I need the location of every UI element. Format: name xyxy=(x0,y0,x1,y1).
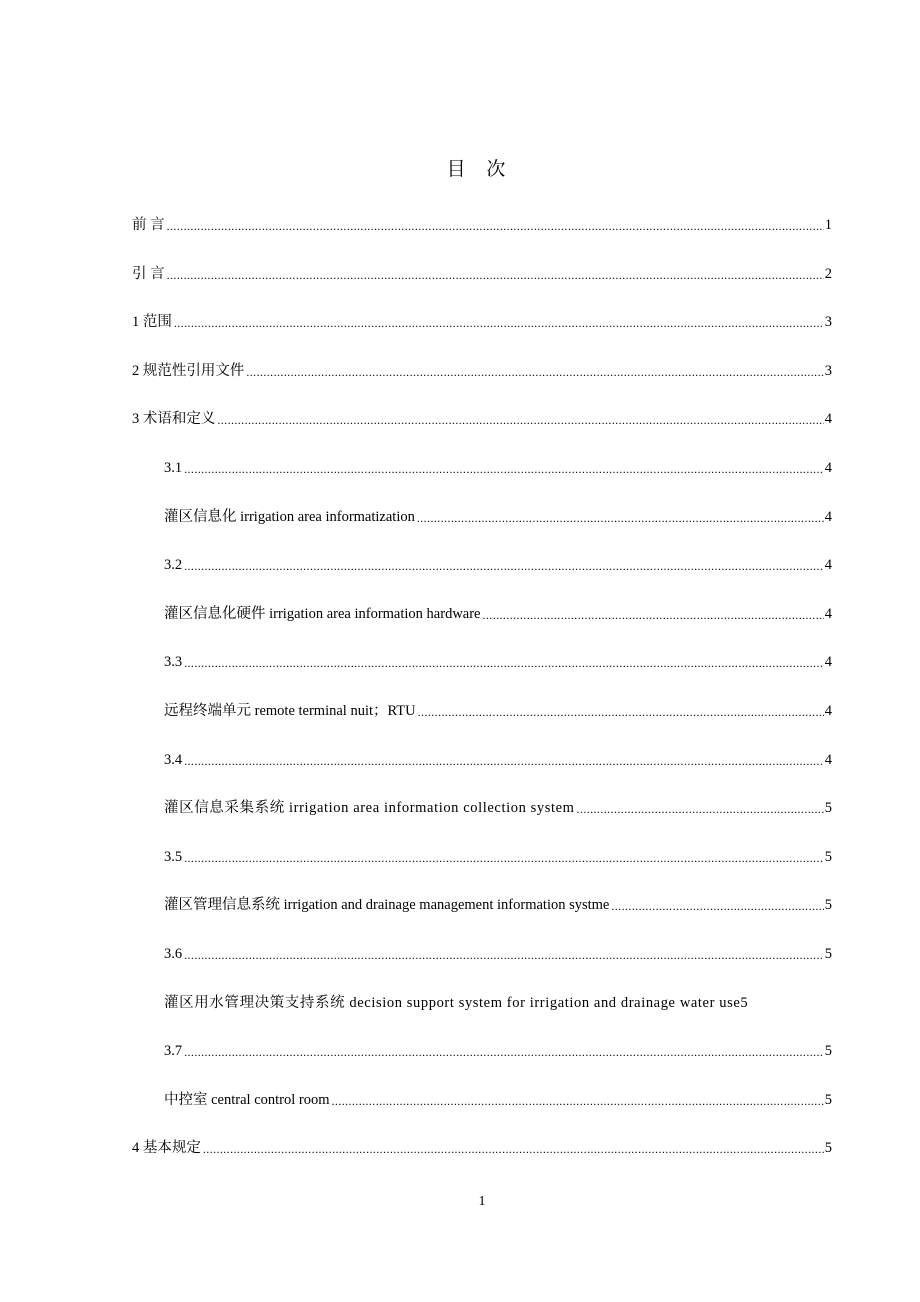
toc-leader-dots xyxy=(217,408,823,424)
toc-page-number: 4 xyxy=(824,460,832,476)
toc-label: 灌区信息化 irrigation area informatization xyxy=(164,508,415,525)
toc-entry-central-control-room[interactable] xyxy=(164,1083,832,1109)
toc-leader-dots xyxy=(417,506,824,522)
toc-label: 远程终端单元 remote terminal nuit；RTU xyxy=(164,703,416,719)
toc-entry-normative-references[interactable] xyxy=(132,354,832,380)
toc-leader-dots xyxy=(184,1040,824,1056)
toc-label: 3.4 xyxy=(164,751,183,768)
page-number: 1 xyxy=(478,1194,486,1209)
toc-label: 灌区管理信息系统 irrigation and drainage management information systme xyxy=(164,897,610,914)
toc-page-number: 5 xyxy=(824,848,832,865)
toc-entry-management-information-system[interactable] xyxy=(164,888,832,914)
toc-label: 引 言 xyxy=(132,265,165,282)
toc-entry-basic-provisions[interactable] xyxy=(132,1131,832,1157)
toc-leader-dots xyxy=(577,797,824,813)
toc-entry-3-2[interactable] xyxy=(164,548,832,574)
toc-page-number: 1 xyxy=(824,217,832,233)
toc-label: 3.6 xyxy=(164,946,183,962)
toc-entry-3-1[interactable] xyxy=(164,451,832,477)
toc-leader-dots xyxy=(184,749,824,765)
toc-leader-dots xyxy=(184,651,824,667)
toc-entry-3-5[interactable] xyxy=(164,840,832,866)
toc-label: 3.5 xyxy=(164,848,183,865)
toc-page-number: 3 xyxy=(824,362,832,379)
toc-page-number: 5 xyxy=(740,994,748,1011)
toc-leader-dots xyxy=(203,1137,824,1153)
toc-entry-scope[interactable] xyxy=(132,305,832,331)
toc-entry-terms-definitions[interactable] xyxy=(132,402,832,428)
toc-leader-dots xyxy=(332,1089,824,1105)
toc-label: 3.7 xyxy=(164,1043,183,1060)
toc-entry-information-collection-system[interactable] xyxy=(164,791,832,817)
toc-leader-dots xyxy=(483,603,824,619)
toc-page-number: 4 xyxy=(824,654,832,671)
toc-label: 3 术语和定义 xyxy=(132,411,216,428)
toc-page-number: 2 xyxy=(824,265,832,282)
toc-entry-irrigation-area-informatization[interactable] xyxy=(164,500,832,526)
toc-page-number: 4 xyxy=(824,605,832,622)
toc-label: 灌区信息采集系统 irrigation area information collection system xyxy=(164,800,575,817)
toc-page-number: 5 xyxy=(824,1140,832,1157)
toc-label: 3.2 xyxy=(164,557,183,574)
toc-leader-dots xyxy=(246,360,823,376)
toc-page-number: 4 xyxy=(824,508,832,525)
toc-entry-foreword[interactable] xyxy=(132,208,832,234)
toc-page-number: 5 xyxy=(824,800,832,817)
toc-page-number: 3 xyxy=(824,314,832,331)
toc-page-number: 4 xyxy=(824,557,832,574)
toc-page-number: 5 xyxy=(824,1043,832,1060)
toc-entry-3-3[interactable] xyxy=(164,645,832,671)
toc-entry-3-6[interactable] xyxy=(164,937,832,963)
toc-leader-dots xyxy=(611,894,823,910)
toc-leader-dots xyxy=(174,311,824,327)
toc-leader-dots xyxy=(184,457,824,473)
toc-label: 灌区用水管理决策支持系统 decision support system for irrigation and drainage water use xyxy=(164,994,741,1011)
toc-label: 灌区信息化硬件 irrigation area information hardware xyxy=(164,605,481,622)
toc-leader-dots xyxy=(418,700,824,716)
page-title: 目 次 xyxy=(446,159,514,180)
toc-entry-remote-terminal-unit[interactable] xyxy=(164,694,832,720)
toc-page-number: 5 xyxy=(824,946,832,962)
toc-entry-introduction[interactable] xyxy=(132,257,832,283)
toc-leader-dots xyxy=(184,846,824,862)
toc-leader-dots xyxy=(167,214,824,230)
toc-label: 中控室 central control room xyxy=(164,1091,330,1108)
toc-page-number: 5 xyxy=(824,1091,832,1108)
toc-page-number: 4 xyxy=(824,411,832,428)
toc-page-number: 5 xyxy=(824,897,832,914)
toc-leader-dots xyxy=(184,943,824,959)
toc-page-number: 4 xyxy=(824,751,832,768)
toc-leader-dots xyxy=(184,554,824,570)
toc-label: 3.3 xyxy=(164,654,183,671)
toc-label: 2 规范性引用文件 xyxy=(132,362,245,379)
toc-entry-information-hardware[interactable] xyxy=(164,597,832,623)
toc-leader-dots xyxy=(167,263,824,279)
toc-entry-3-7[interactable] xyxy=(164,1034,832,1060)
toc-label: 3.1 xyxy=(164,460,183,476)
toc-label: 前 言 xyxy=(132,217,165,233)
toc-entry-3-4[interactable] xyxy=(164,743,832,769)
toc-label: 1 范围 xyxy=(132,314,172,331)
toc-label: 4 基本规定 xyxy=(132,1140,201,1157)
toc-page-number: 4 xyxy=(824,703,832,719)
toc-entry-decision-support-system[interactable] xyxy=(164,986,832,1012)
